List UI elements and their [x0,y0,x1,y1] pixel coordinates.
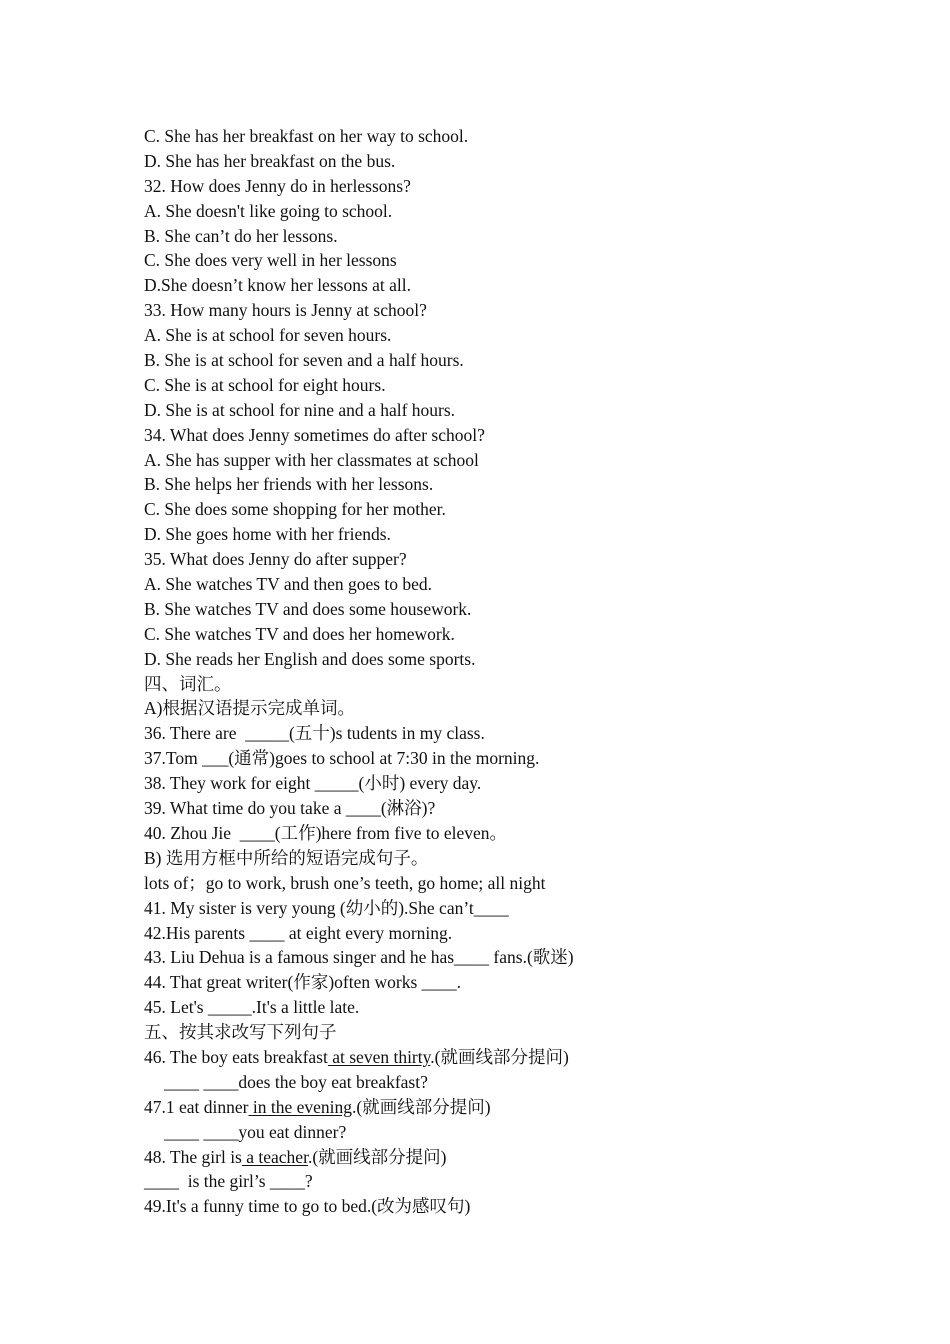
option-b: B. She is at school for seven and a half hours. [144,350,464,371]
underlined-phrase: in the evening [248,1096,352,1117]
text-line: D. She has her breakfast on the bus. [144,150,396,171]
option-d: D. She goes home with her friends. [144,524,391,545]
question-46: 46. The boy eats breakfast at seven thirty.(就画线部分提问) [144,1046,569,1067]
question-35: 35. What does Jenny do after supper? [144,549,407,570]
option-a: A. She doesn't like going to school. [144,200,393,221]
subsection-heading-a: A)根据汉语提示完成单词。 [144,698,355,719]
option-c: C. She does very well in her lessons [144,250,397,271]
question-33: 33. How many hours is Jenny at school? [144,300,427,321]
question-44: 44. That great writer(作家)often works ____. [144,972,462,993]
question-37: 37.Tom ___(通常)goes to school at 7:30 in the morning. [144,748,540,769]
section-heading-rewrite: 五、按其求改写下列句子 [144,1022,337,1043]
question-36: 36. There are _____(五十)s tudents in my class. [144,723,485,744]
answer-48: ____ is the girl’s ____? [144,1171,313,1192]
question-48: 48. The girl is a teacher.(就画线部分提问) [144,1146,447,1167]
option-d: D.She doesn’t know her lessons at all. [144,275,412,296]
option-a: A. She has supper with her classmates at school [144,449,479,470]
option-d: D. She reads her English and does some sports. [144,648,476,669]
question-49: 49.It's a funny time to go to bed.(改为感叹句) [144,1196,471,1217]
question-45: 45. Let's _____.It's a little late. [144,997,360,1018]
worksheet-page [144,124,844,1219]
option-a: A. She watches TV and then goes to bed. [144,574,433,595]
underlined-phrase: at seven thirty [327,1046,431,1067]
question-40: 40. Zhou Jie ____(工作)here from five to eleven。 [144,822,508,843]
option-b: B. She watches TV and does some housework. [144,598,472,619]
option-a: A. She is at school for seven hours. [144,325,392,346]
subsection-heading-b: B) 选用方框中所给的短语完成句子。 [144,847,429,868]
option-d: D. She is at school for nine and a half hours. [144,399,456,420]
answer-46: ____ ____does the boy eat breakfast? [164,1071,428,1092]
section-heading-vocabulary: 四、词汇。 [144,673,232,694]
underlined-phrase: a teacher [241,1146,308,1167]
question-42: 42.His parents ____ at eight every morning. [144,922,453,943]
question-32: 32. How does Jenny do in herlessons? [144,175,411,196]
text-line: C. She has her breakfast on her way to school. [144,126,469,146]
answer-47: ____ ____you eat dinner? [164,1121,347,1142]
question-41: 41. My sister is very young (幼小的).She can’t____ [144,897,509,918]
phrase-box: lots of；go to work, brush one’s teeth, go home; all night [144,872,546,893]
option-c: C. She is at school for eight hours. [144,374,386,395]
option-c: C. She does some shopping for her mother. [144,499,446,520]
question-43: 43. Liu Dehua is a famous singer and he has____ fans.(歌迷) [144,947,574,968]
option-b: B. She helps her friends with her lessons. [144,474,434,495]
question-39: 39. What time do you take a ____(淋浴)? [144,798,436,819]
option-c: C. She watches TV and does her homework. [144,623,455,644]
question-34: 34. What does Jenny sometimes do after school? [144,424,485,445]
question-38: 38. They work for eight _____(小时) every day. [144,773,482,794]
question-47: 47.1 eat dinner in the evening.(就画线部分提问) [144,1096,491,1117]
option-b: B. She can’t do her lessons. [144,225,338,246]
